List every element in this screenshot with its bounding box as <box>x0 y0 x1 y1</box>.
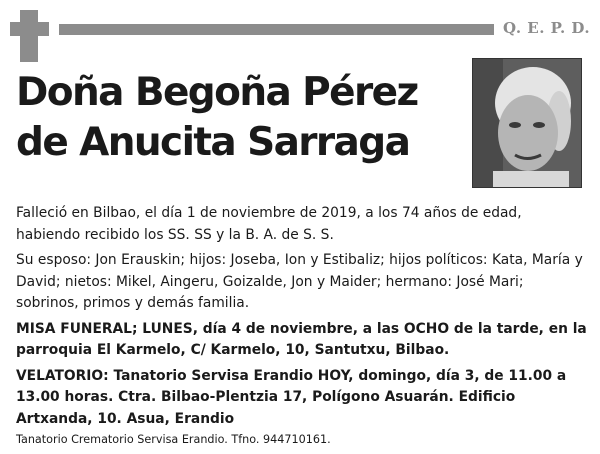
cross-vertical-bar <box>20 10 38 62</box>
funeral-mass-info: MISA FUNERAL; LUNES, día 4 de noviembre, a las OCHO de la tarde, en la parroquia El Karmelo, C/ Karmelo, 10, Santutxu, Bilbao. <box>16 320 587 358</box>
obituary-body <box>16 203 590 434</box>
death-announcement: Falleció en Bilbao, el día 1 de noviembre de 2019, a los 74 años de edad, habiendo recibido los SS. SS y la B. A. de S. S. <box>16 205 522 243</box>
funeral-home-contact: Tanatorio Crematorio Servisa Erandio. Tfno. 944710161. <box>16 433 331 446</box>
wake-info: VELATORIO: Tanatorio Servisa Erandio HOY, domingo, día 3, de 11.00 a 13.00 horas. Ctra. Bilbao-Plentzia 17, Polígono Asuarán. Edificio Artxanda, 10. Asua, Erandio <box>16 367 567 427</box>
cross-horizontal-bar <box>10 22 49 36</box>
name-line-2: de Anucita Sarraga <box>16 120 410 165</box>
portrait-photo <box>472 58 582 188</box>
family-list: Su esposo: Jon Erauskin; hijos: Joseba, Ion y Estibaliz; hijos políticos: Kata, María y David; nietos: Mikel, Aingeru, Goizalde, Jon y Maider; hermano: José Mari; sobrinos, primos y demás familia. <box>16 252 583 311</box>
header-rule <box>59 24 494 35</box>
name-line-1: Doña Begoña Pérez <box>16 70 418 115</box>
deceased-name <box>16 68 466 168</box>
portrait-photo-icon <box>473 59 581 187</box>
qepd-label: Q. E. P. D. <box>503 19 591 37</box>
